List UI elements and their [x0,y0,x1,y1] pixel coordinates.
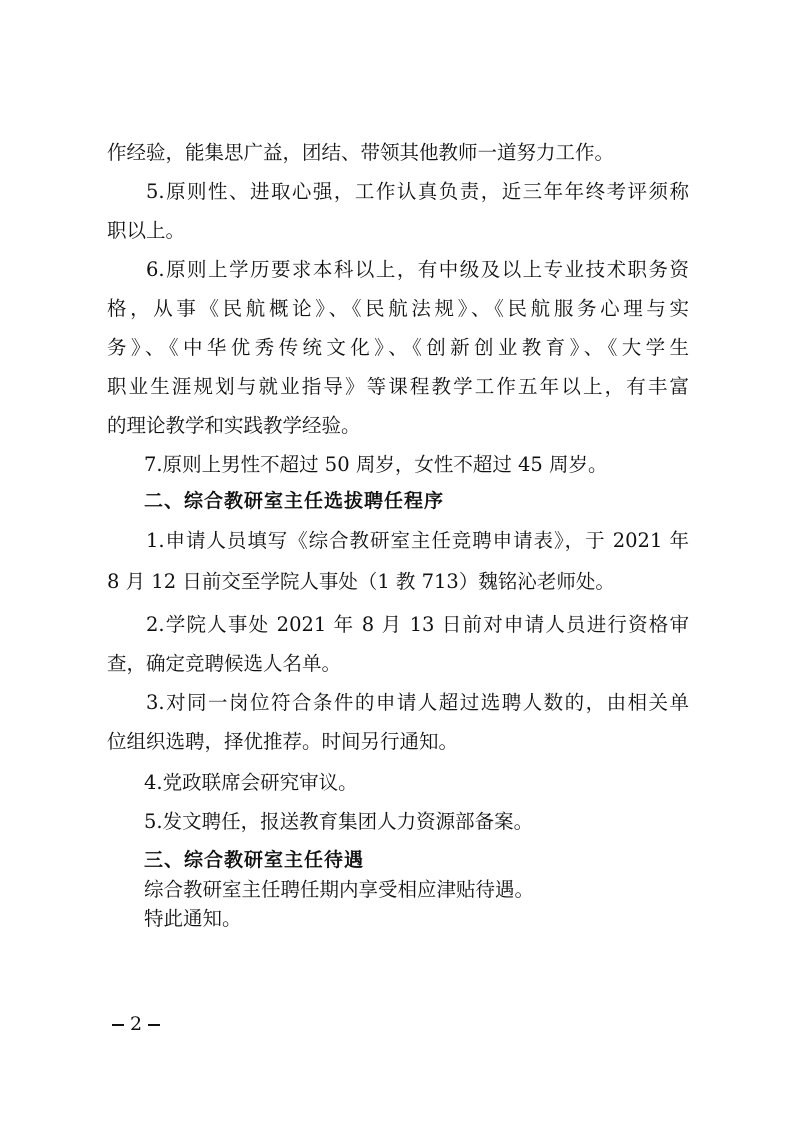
page-footer [106,1013,166,1035]
section-heading: 二、综合教研室主任选拔聘任程序 [144,490,445,512]
paragraph-line: 5.原则性、进取心强，工作认真负责，近三年年终考评须称 [146,180,689,203]
paragraph-line: 职业生涯规划与就业指导》等课程教学工作五年以上，有丰富 [107,375,689,398]
document-body [107,140,689,931]
paragraph-line: 格，从事《民航概论》、《民航法规》、《民航服务心理与实 [107,297,689,320]
paragraph-line: 2.学院人事处 2021 年 8 月 13 日前对申请人员进行资格审 [146,613,689,636]
paragraph-line: 7.原则上男性不超过 50 周岁，女性不超过 45 周岁。 [144,453,608,476]
paragraph-line: 8 月 12 日前交至学院人事处（1 教 713）魏铭沁老师处。 [107,570,615,593]
footer-dash [148,1024,160,1026]
paragraph-line: 作经验，能集思广益，团结、带领其他教师一道努力工作。 [107,141,615,164]
paragraph-line: 查，确定竞聘候选人名单。 [107,652,342,675]
paragraph-line: 特此通知。 [144,907,242,930]
paragraph-line: 6.原则上学历要求本科以上，有中级及以上专业技术职务资 [146,258,689,281]
paragraph-line: 的理论教学和实践教学经验。 [107,414,361,437]
page-number: 2 [130,1013,143,1035]
section-heading: 三、综合教研室主任待遇 [144,849,365,871]
paragraph-line: 务》、《中华优秀传统文化》、《创新创业教育》、《大学生 [107,336,689,359]
paragraph-line: 5.发文聘任，报送教育集团人力资源部备案。 [144,810,534,833]
footer-dash [112,1024,124,1026]
paragraph-line: 位组织选聘，择优推荐。时间另行通知。 [107,730,459,753]
paragraph-line: 综合教研室主任聘任期内享受相应津贴待遇。 [144,878,535,901]
paragraph-line: 3.对同一岗位符合条件的申请人超过选聘人数的，由相关单 [146,691,689,714]
paragraph-line: 1.申请人员填写《综合教研室主任竞聘申请表》，于 2021 年 [146,529,689,552]
paragraph-line: 职以上。 [107,219,186,242]
paragraph-line: 4.党政联席会研究审议。 [144,771,358,794]
